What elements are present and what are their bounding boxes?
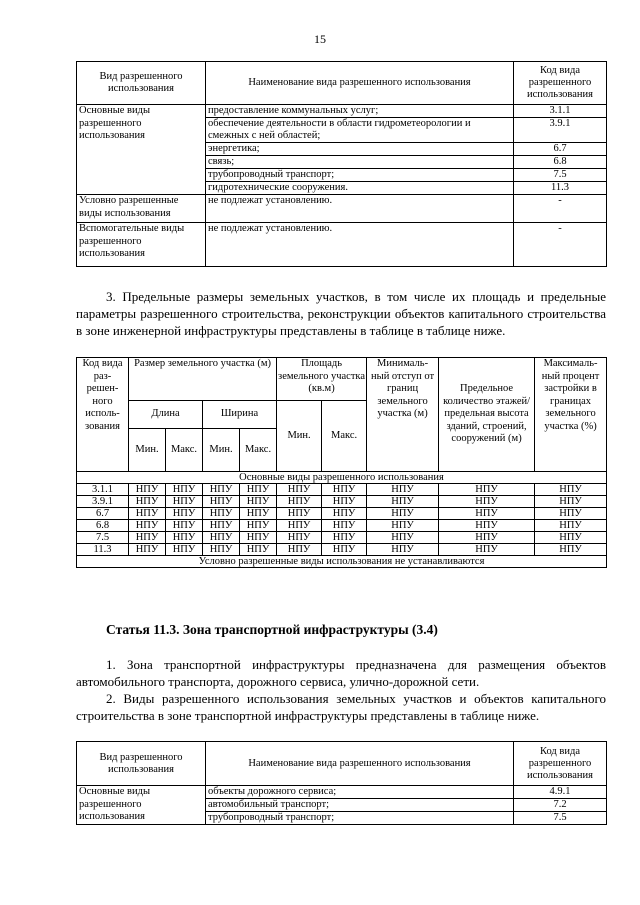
table-row [77, 496, 607, 508]
cell: НПУ [439, 532, 535, 544]
cell: НПУ [535, 520, 607, 532]
permitted-use-table-engineering [76, 61, 607, 267]
header-width-max: Макс. [240, 429, 277, 472]
header-width-min: Мин. [203, 429, 240, 472]
use-name: связь; [206, 156, 514, 169]
use-code: 7.5 [514, 812, 607, 825]
permitted-use-table-transport [76, 741, 607, 825]
row-code: 7.5 [77, 532, 129, 544]
use-code: 7.2 [514, 799, 607, 812]
cell: НПУ [240, 520, 277, 532]
cell: НПУ [277, 544, 322, 556]
header-area-max: Макс. [322, 401, 367, 472]
cell: НПУ [322, 520, 367, 532]
conditional-uses-span: Условно разрешенные виды использования не устанавливаются [77, 556, 607, 568]
use-name: энергетика; [206, 143, 514, 156]
table-row [77, 484, 607, 496]
main-uses-label: Основные виды разрешенного использования [77, 786, 206, 825]
header-length-min: Мин. [129, 429, 166, 472]
cell: НПУ [166, 532, 203, 544]
row-code: 3.9.1 [77, 496, 129, 508]
cell: НПУ [322, 544, 367, 556]
cell: НПУ [203, 484, 240, 496]
cell: НПУ [439, 496, 535, 508]
cell: НПУ [129, 520, 166, 532]
auxiliary-uses-label: Вспомогательные виды разрешенного использования [77, 223, 206, 267]
header-code: Код вида раз-решен-ного исполь-зования [77, 358, 129, 472]
cell: НПУ [203, 508, 240, 520]
cell: НПУ [203, 496, 240, 508]
conditional-uses-label: Условно разрешенные виды использования [77, 195, 206, 223]
limit-parameters-table [76, 357, 607, 568]
header-code: Код вида разрешенного использования [514, 62, 607, 105]
cell: НПУ [240, 496, 277, 508]
header-max-coverage: Максималь-ный процент застройки в границах земельного участка (%) [535, 358, 607, 472]
cell: НПУ [129, 544, 166, 556]
auxiliary-uses-name: не подлежат установлению. [206, 223, 514, 267]
cell: НПУ [367, 532, 439, 544]
cell: НПУ [129, 532, 166, 544]
cell: НПУ [439, 484, 535, 496]
header-name: Наименование вида разрешенного использования [206, 62, 514, 105]
auxiliary-uses-code: - [514, 223, 607, 267]
header-length: Длина [129, 401, 203, 429]
cell: НПУ [203, 544, 240, 556]
cell: НПУ [166, 544, 203, 556]
table-row [77, 508, 607, 520]
cell: НПУ [166, 508, 203, 520]
cell: НПУ [277, 532, 322, 544]
cell: НПУ [203, 532, 240, 544]
use-code: 11.3 [514, 182, 607, 195]
use-name: трубопроводный транспорт; [206, 169, 514, 182]
use-code: 6.8 [514, 156, 607, 169]
cell: НПУ [277, 484, 322, 496]
cell: НПУ [535, 532, 607, 544]
cell: НПУ [277, 508, 322, 520]
cell: НПУ [535, 508, 607, 520]
cell: НПУ [129, 508, 166, 520]
main-uses-label: Основные виды разрешенного использования [77, 105, 206, 195]
header-area-min: Мин. [277, 401, 322, 472]
cell: НПУ [240, 544, 277, 556]
use-name: трубопроводный транспорт; [206, 812, 514, 825]
use-code: 6.7 [514, 143, 607, 156]
conditional-uses-code: - [514, 195, 607, 223]
cell: НПУ [240, 484, 277, 496]
header-min-setback: Минималь-ный отступ от границ земельного участка (м) [367, 358, 439, 472]
use-name: обеспечение деятельности в области гидрометеорологии и смежных с ней областей; [206, 118, 514, 143]
cell: НПУ [367, 520, 439, 532]
cell: НПУ [240, 532, 277, 544]
header-type: Вид разрешенного использования [77, 742, 206, 786]
conditional-uses-name: не подлежат установлению. [206, 195, 514, 223]
cell: НПУ [129, 484, 166, 496]
cell: НПУ [535, 496, 607, 508]
cell: НПУ [367, 496, 439, 508]
use-name: предоставление коммунальных услуг; [206, 105, 514, 118]
row-code: 11.3 [77, 544, 129, 556]
row-code: 6.8 [77, 520, 129, 532]
cell: НПУ [203, 520, 240, 532]
cell: НПУ [535, 544, 607, 556]
use-name: объекты дорожного сервиса; [206, 786, 514, 799]
cell: НПУ [439, 508, 535, 520]
article-heading: Статья 11.3. Зона транспортной инфраструктуры (3.4) [106, 622, 438, 637]
cell: НПУ [367, 484, 439, 496]
cell: НПУ [322, 532, 367, 544]
header-code: Код вида разрешенного использования [514, 742, 607, 786]
cell: НПУ [322, 508, 367, 520]
cell: НПУ [166, 484, 203, 496]
use-code: 3.9.1 [514, 118, 607, 143]
table-row [77, 532, 607, 544]
cell: НПУ [535, 484, 607, 496]
header-plot-size: Размер земельного участка (м) [129, 358, 277, 401]
main-uses-span: Основные виды разрешенного использования [77, 472, 607, 484]
cell: НПУ [129, 496, 166, 508]
header-width: Ширина [203, 401, 277, 429]
header-name: Наименование вида разрешенного использования [206, 742, 514, 786]
cell: НПУ [277, 496, 322, 508]
use-code: 4.9.1 [514, 786, 607, 799]
header-type: Вид разрешенного использования [77, 62, 206, 105]
paragraph-limits-intro: 3. Предельные размеры земельных участков, в том числе их площадь и предельные параметры разрешенного строительства, реконструкции объектов капитального строительства в зоне инженерной инфраструктуры представлены в таблице в таблице ниже. [76, 289, 606, 338]
table-row [77, 520, 607, 532]
cell: НПУ [322, 496, 367, 508]
header-plot-area: Площадь земельного участка (кв.м) [277, 358, 367, 401]
cell: НПУ [367, 544, 439, 556]
row-code: 3.1.1 [77, 484, 129, 496]
paragraph-transport-purpose: 1. Зона транспортной инфраструктуры предназначена для размещения объектов автомобильного транспорта, дорожного сервиса, улично-дорожной сети. [76, 657, 606, 689]
row-code: 6.7 [77, 508, 129, 520]
cell: НПУ [166, 496, 203, 508]
use-code: 3.1.1 [514, 105, 607, 118]
cell: НПУ [322, 484, 367, 496]
header-length-max: Макс. [166, 429, 203, 472]
cell: НПУ [240, 508, 277, 520]
cell: НПУ [367, 508, 439, 520]
paragraph-transport-uses-intro: 2. Виды разрешенного использования земельных участков и объектов капитального строительства в зоне транспортной инфраструктуры представлены в таблице ниже. [76, 691, 606, 723]
table-row [77, 544, 607, 556]
cell: НПУ [439, 544, 535, 556]
cell: НПУ [439, 520, 535, 532]
use-code: 7.5 [514, 169, 607, 182]
cell: НПУ [277, 520, 322, 532]
page-number: 15 [314, 32, 326, 46]
use-name: гидротехнические сооружения. [206, 182, 514, 195]
use-name: автомобильный транспорт; [206, 799, 514, 812]
header-max-floors: Предельное количество этажей/ предельная высота зданий, строений, сооружений (м) [439, 358, 535, 472]
cell: НПУ [166, 520, 203, 532]
